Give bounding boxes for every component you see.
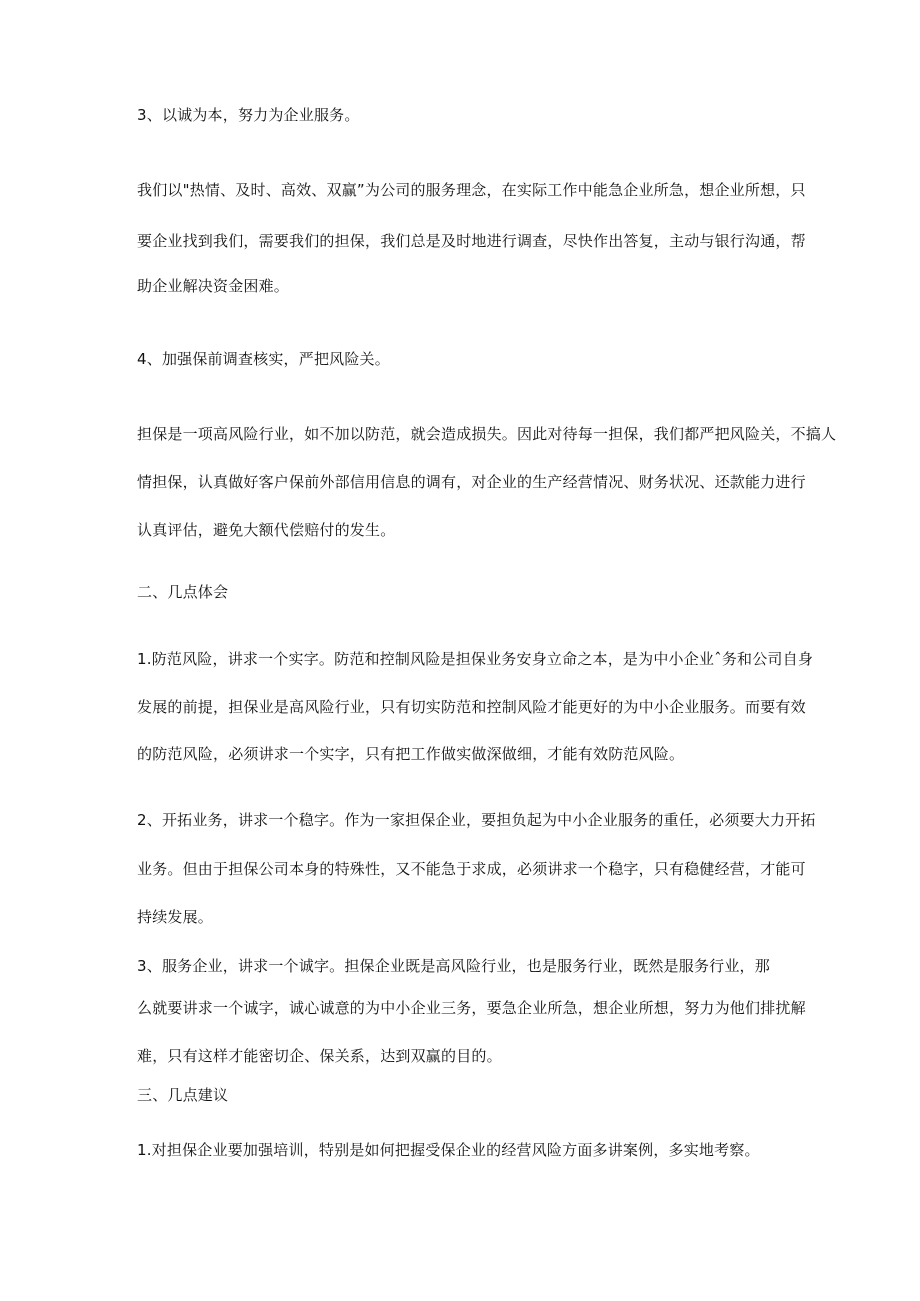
paragraph-line: 难，只有这样才能密切企、保关系，达到双赢的目的。 [137, 1047, 502, 1065]
paragraph-line: 助企业解决资金困难。 [137, 277, 290, 295]
paragraph-heading-3-sincerity: 3、以诚为本，努力为企业服务。 [137, 106, 360, 124]
paragraph-line: 担保是一项高风险行业，如不加以防范，就会造成损失。因此对待每一担保，我们都严把风险关，不搞人 [137, 425, 837, 443]
paragraph-line: 我们以"热情、及时、高效、双赢”为公司的服务理念，在实际工作中能急企业所急，想企业所想，只 [137, 181, 806, 199]
paragraph-line: 业务。但由于担保公司本身的特殊性，又不能急于求成，必须讲求一个稳字，只有稳健经营，才能可 [137, 860, 806, 878]
paragraph-line: 发展的前提，担保业是高风险行业，只有切实防范和控制风险才能更好的为中小企业服务。而要有效 [137, 698, 806, 716]
section-heading-suggestions: 三、几点建议 [137, 1086, 229, 1104]
paragraph-line: 要企业找到我们，需要我们的担保，我们总是及时地进行调查，尽快作出答复，主动与银行沟通，帮 [137, 232, 806, 250]
paragraph-line: 2、开拓业务，讲求一个稳字。作为一家担保企业，要担负起为中小企业服务的重任，必须要大力开拓 [137, 811, 816, 829]
section-heading-experience: 二、几点体会 [137, 583, 229, 601]
paragraph-line: 持续发展。 [137, 908, 214, 926]
paragraph-line: 的防范风险，必须讲求一个实字，只有把工作做实做深做细，才能有效防范风险。 [137, 745, 685, 763]
paragraph-line: 1.防范风险，讲求一个实字。防范和控制风险是担保业务安身立命之本，是为中小企业ˆ务和公司自身 [137, 650, 814, 668]
paragraph-heading-4-risk: 4、加强保前调查核实，严把风险关。 [137, 350, 390, 368]
paragraph-line: 1.对担保企业要加强培训，特别是如何把握受保企业的经营风险方面多讲案例，多实地考察。 [137, 1141, 760, 1159]
paragraph-line: 么就要讲求一个诚字，诚心诚意的为中小企业三务，要急企业所急，想企业所想，努力为他们排扰解 [137, 999, 806, 1017]
paragraph-line: 情担保，认真做好客户保前外部信用信息的调有，对企业的生产经营情况、财务状况、还款能力进行 [137, 473, 806, 491]
paragraph-line: 认真评估，避免大额代偿赔付的发生。 [137, 521, 396, 539]
paragraph-line: 3、服务企业，讲求一个诚字。担保企业既是高风险行业，也是服务行业，既然是服务行业，那 [137, 957, 770, 975]
